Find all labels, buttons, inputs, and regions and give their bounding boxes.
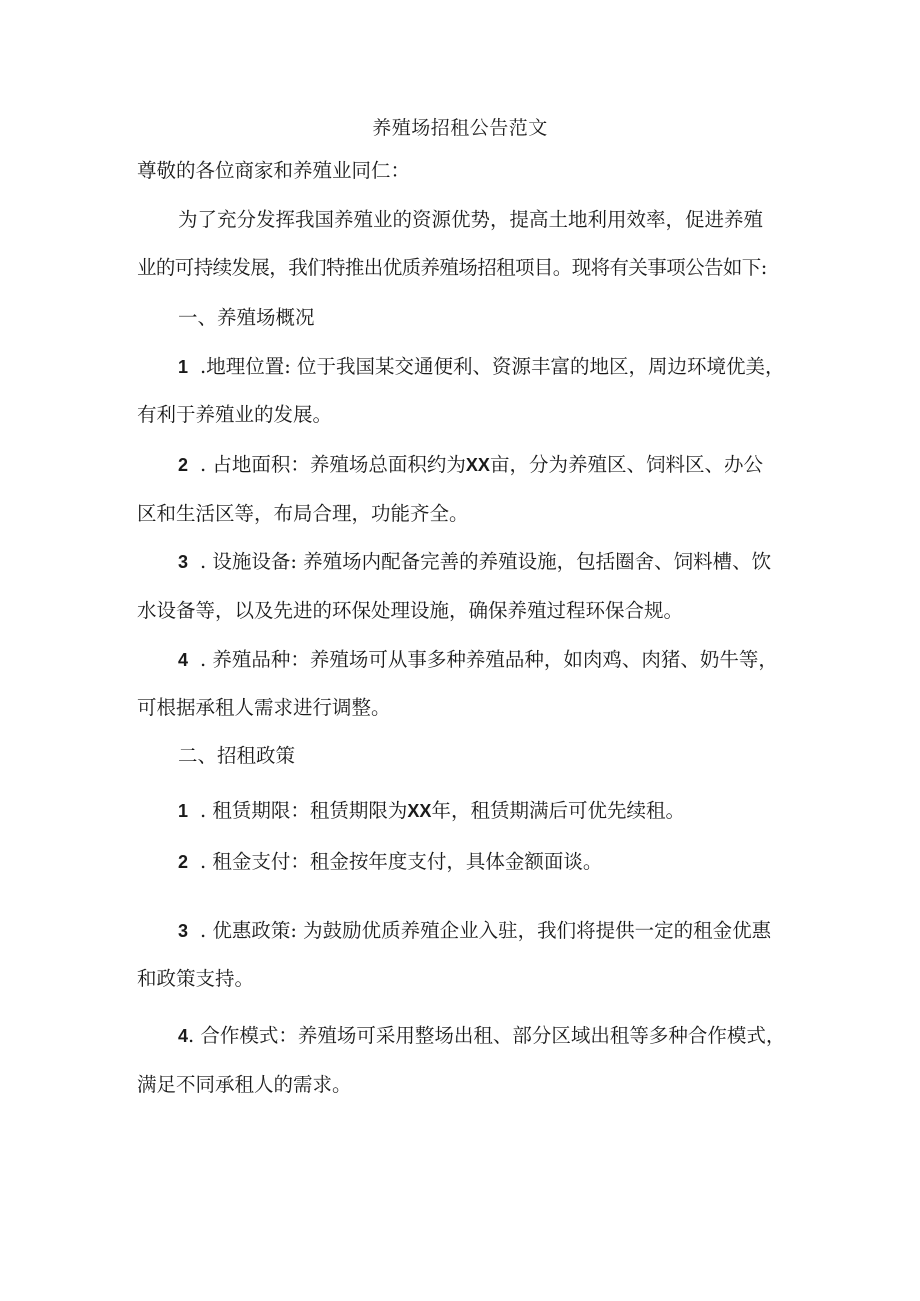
overview-item-facilities <box>178 547 771 577</box>
item-number: 3 <box>178 552 189 572</box>
item-text: .地理位置: 位于我国某交通便利、资源丰富的地区，周边环境优美， <box>200 355 785 378</box>
overview-item-area-cont: 区和生活区等，布局合理，功能齐全。 <box>137 502 469 525</box>
overview-item-location-cont: 有利于养殖业的发展。 <box>137 403 333 426</box>
policy-item-cooperation-cont: 满足不同承租人的需求。 <box>137 1073 352 1096</box>
placeholder-value: XX <box>465 455 490 475</box>
item-number: 4 <box>178 1026 189 1046</box>
salutation: 尊敬的各位商家和养殖业同仁： <box>137 159 411 182</box>
policy-item-incentives <box>178 916 771 946</box>
item-text: . 租赁期限：租赁期限为 <box>200 799 408 822</box>
item-number: 2 <box>178 455 189 475</box>
item-number: 1 <box>178 357 189 377</box>
document-title: 养殖场招租公告范文 <box>372 117 548 139</box>
item-text: . 优惠政策: 为鼓励优质养殖企业入驻，我们将提供一定的租金优惠 <box>200 919 772 942</box>
placeholder-value: XX <box>407 801 432 821</box>
section-heading-overview: 一、养殖场概况 <box>178 306 315 329</box>
item-number: 3 <box>178 921 189 941</box>
overview-item-facilities-cont: 水设备等，以及先进的环保处理设施，确保养殖过程环保合规。 <box>137 599 684 622</box>
item-text-cont: 年，租赁期满后可优先续租。 <box>431 799 685 822</box>
overview-item-location <box>178 352 784 382</box>
item-number: 2 <box>178 852 189 872</box>
section-heading-policy: 二、招租政策 <box>178 744 296 767</box>
policy-item-incentives-cont: 和政策支持。 <box>137 967 255 990</box>
policy-item-payment <box>178 847 602 877</box>
intro-paragraph-line-1: 为了充分发挥我国养殖业的资源优势，提高土地利用效率，促进养殖 <box>178 208 764 231</box>
intro-paragraph-line-2: 业的可持续发展，我们特推出优质养殖场招租项目。现将有关事项公告如下: <box>137 256 767 279</box>
item-text-cont: 亩，分为养殖区、饲料区、办公 <box>489 453 763 476</box>
policy-item-cooperation <box>178 1021 785 1051</box>
item-number: 1 <box>178 801 189 821</box>
item-text: . 租金支付：租金按年度支付，具体金额面谈。 <box>200 850 603 873</box>
overview-item-species-cont: 可根据承租人需求进行调整。 <box>137 696 391 719</box>
overview-item-area <box>178 450 763 480</box>
overview-item-species <box>178 645 778 675</box>
item-text: . 合作模式：养殖场可采用整场出租、部分区域出租等多种合作模式， <box>188 1024 786 1047</box>
policy-item-term <box>178 796 685 826</box>
item-text: . 设施设备: 养殖场内配备完善的养殖设施，包括圈舍、饲料槽、饮 <box>200 550 772 573</box>
item-text: . 养殖品种：养殖场可从事多种养殖品种，如肉鸡、肉猪、奶牛等， <box>200 648 778 671</box>
item-number: 4 <box>178 650 189 670</box>
item-text: . 占地面积：养殖场总面积约为 <box>200 453 466 476</box>
